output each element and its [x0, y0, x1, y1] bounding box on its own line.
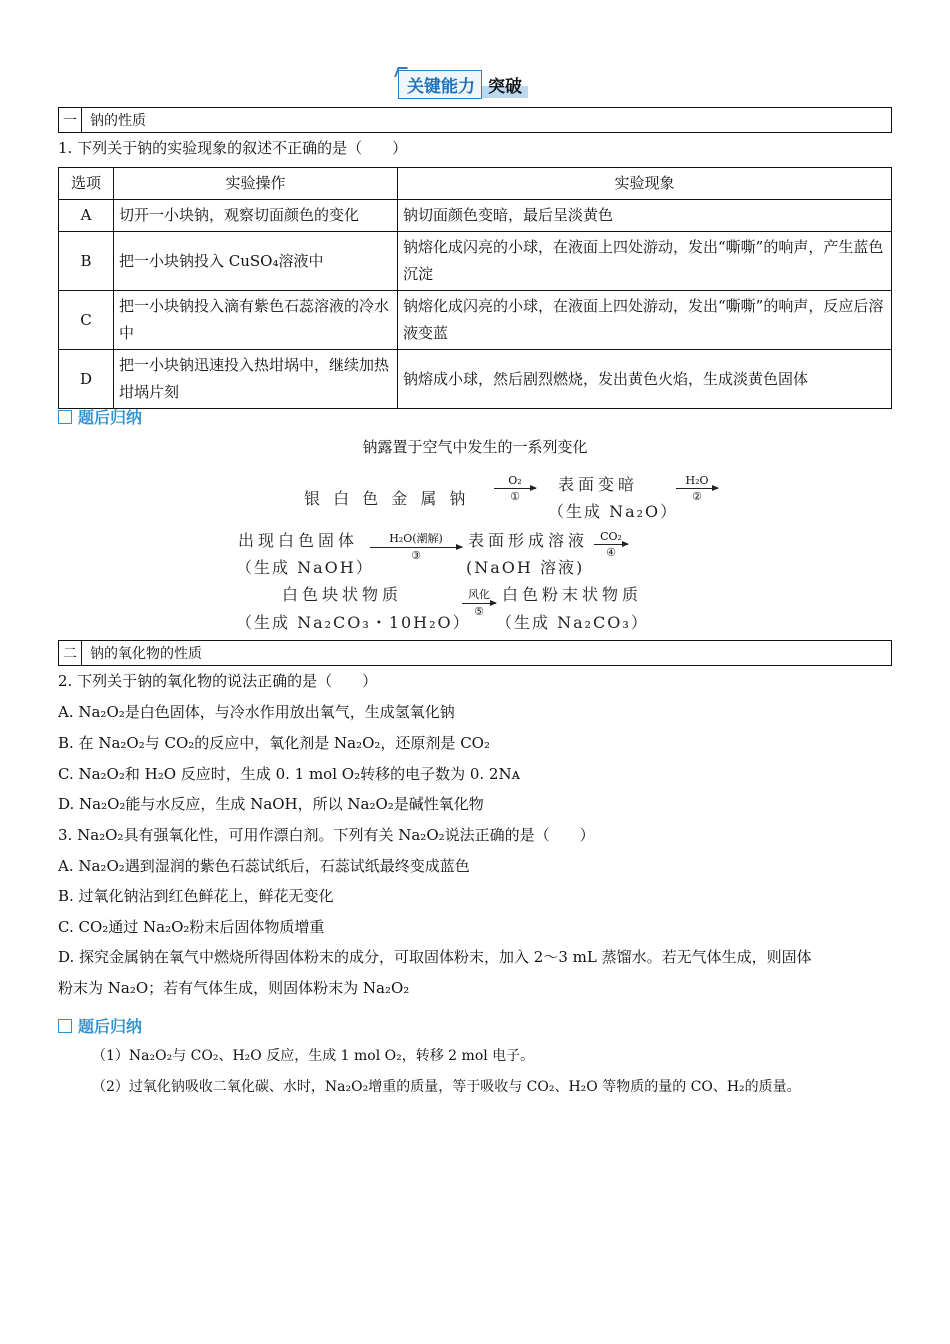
- header-cell: 实验操作: [114, 168, 398, 200]
- experiment-table: [58, 167, 892, 409]
- summary-label: 题后归纳: [78, 1017, 143, 1036]
- option-cell: C: [59, 291, 114, 350]
- option-cell: A: [59, 200, 114, 232]
- operation-cell: 切开一小块钠，观察切面颜色的变化: [114, 200, 398, 232]
- checkbox-square-icon: [58, 1019, 72, 1033]
- arrow-icon: [494, 488, 536, 489]
- table-row: [59, 350, 892, 409]
- arrow-icon: [594, 544, 628, 545]
- summary-label: 题后归纳: [78, 408, 143, 427]
- node-4-top: 表面形成溶液: [468, 531, 589, 550]
- arrow-4-reagent: CO₂: [600, 530, 622, 543]
- node-6-top: 白色粉末状物质: [502, 585, 643, 604]
- question-3-option-c: C. CO₂通过 Na₂O₂粉末后固体物质增重: [58, 918, 325, 936]
- diagram-title: 钠露置于空气中发生的一系列变化: [362, 438, 588, 456]
- option-cell: D: [59, 350, 114, 409]
- section-header: [398, 70, 528, 98]
- question-2-stem: 2. 下列关于钠的氧化物的说法正确的是（ ）: [58, 672, 378, 690]
- question-3-option-b: B. 过氧化钠沾到红色鲜花上，鲜花无变化: [58, 887, 334, 905]
- node-3-bottom: （生成 NaOH）: [236, 558, 374, 577]
- table-header-row: [59, 168, 892, 200]
- arrow-5-reagent: 风化: [468, 588, 490, 601]
- table-row: [59, 232, 892, 291]
- operation-cell: 把一小块钠迅速投入热坩埚中，继续加热坩埚片刻: [114, 350, 398, 409]
- node-sodium: 银 白 色 金 属 钠: [304, 489, 470, 508]
- summary-note-2: （2）过氧化钠吸收二氧化碳、水时，Na₂O₂增重的质量，等于吸收与 CO₂、H₂O 等物质的量的 CO、H₂的质量。: [92, 1079, 801, 1095]
- table-row: [59, 291, 892, 350]
- summary-heading-1: [58, 405, 142, 428]
- arrow-4: [594, 530, 628, 559]
- section-title: 钠的性质: [90, 113, 146, 129]
- checkbox-square-icon: [58, 410, 72, 424]
- header-cell: 选项: [59, 168, 114, 200]
- node-2-top: 表面变暗: [558, 475, 639, 494]
- arrow-5: [462, 586, 496, 618]
- section-bar-2: [58, 640, 892, 666]
- operation-cell: 把一小块钠投入滴有紫色石蕊溶液的冷水中: [114, 291, 398, 350]
- question-1-stem: 1. 下列关于钠的实验现象的叙述不正确的是（ ）: [58, 139, 408, 157]
- phenomenon-cell: 钠熔成小球，然后剧烈燃烧，发出黄色火焰，生成淡黄色固体: [398, 350, 892, 409]
- arrow-icon: [676, 488, 718, 489]
- question-3-option-d-line1: D. 探究金属钠在氧气中燃烧所得固体粉末的成分，可取固体粉末，加入 2～3 mL 蒸馏水。若无气体生成，则固体: [58, 948, 812, 966]
- phenomenon-cell: 钠熔化成闪亮的小球，在液面上四处游动，发出“嘶嘶”的响声，产生蓝色沉淀: [398, 232, 892, 291]
- arrow-1-step: ①: [510, 490, 520, 503]
- node-6-bottom: （生成 Na₂CO₃）: [496, 613, 649, 632]
- arrow-5-step: ⑤: [474, 605, 484, 618]
- header-cell: 实验现象: [398, 168, 892, 200]
- arrow-icon: [370, 547, 462, 548]
- section-bar-1: [58, 107, 892, 133]
- arrow-1-reagent: O₂: [508, 474, 522, 487]
- arrow-3-step: ③: [411, 549, 421, 562]
- section-title: 钠的氧化物的性质: [90, 646, 202, 662]
- phenomenon-cell: 钠切面颜色变暗，最后呈淡黄色: [398, 200, 892, 232]
- node-5-top: 白色块状物质: [282, 585, 403, 604]
- question-2-option-b: B. 在 Na₂O₂与 CO₂的反应中，氧化剂是 Na₂O₂，还原剂是 CO₂: [58, 734, 490, 752]
- node-5-bottom: （生成 Na₂CO₃・10H₂O）: [236, 613, 471, 632]
- question-2-option-a: A. Na₂O₂是白色固体，与冷水作用放出氧气，生成氢氧化钠: [58, 703, 455, 721]
- arrow-1: [494, 474, 536, 503]
- header-tail: 突破: [482, 71, 528, 98]
- header-label: 关键能力: [398, 70, 482, 99]
- arrow-2: [676, 474, 718, 503]
- question-2-option-c: C. Na₂O₂和 H₂O 反应时，生成 0. 1 mol O₂转移的电子数为 0. 2Nᴀ: [58, 765, 521, 783]
- node-2-bottom: （生成 Na₂O）: [548, 502, 679, 521]
- arrow-2-step: ②: [692, 490, 702, 503]
- arrow-4-step: ④: [606, 546, 616, 559]
- node-3-top: 出现白色固体: [238, 531, 359, 550]
- arrow-3: [370, 530, 462, 562]
- arrow-3-reagent: H₂O(潮解): [389, 532, 443, 545]
- section-number: 二: [59, 641, 82, 665]
- option-cell: B: [59, 232, 114, 291]
- question-3-stem: 3. Na₂O₂具有强氧化性，可用作漂白剂。下列有关 Na₂O₂说法正确的是（ ）: [58, 826, 595, 844]
- summary-heading-2: [58, 1014, 142, 1037]
- node-4-bottom: (NaOH 溶液): [466, 558, 585, 577]
- question-3-option-a: A. Na₂O₂遇到湿润的紫色石蕊试纸后，石蕊试纸最终变成蓝色: [58, 857, 470, 875]
- table-row: [59, 200, 892, 232]
- section-number: 一: [59, 108, 82, 132]
- arrow-icon: [462, 603, 496, 604]
- summary-note-1: （1）Na₂O₂与 CO₂、H₂O 反应，生成 1 mol O₂，转移 2 mol 电子。: [92, 1048, 535, 1064]
- question-3-option-d-line2: 粉末为 Na₂O；若有气体生成，则固体粉末为 Na₂O₂: [58, 979, 410, 997]
- operation-cell: 把一小块钠投入 CuSO₄溶液中: [114, 232, 398, 291]
- question-2-option-d: D. Na₂O₂能与水反应，生成 NaOH，所以 Na₂O₂是碱性氧化物: [58, 795, 484, 813]
- arrow-2-reagent: H₂O: [685, 474, 709, 487]
- phenomenon-cell: 钠熔化成闪亮的小球，在液面上四处游动，发出“嘶嘶”的响声，反应后溶液变蓝: [398, 291, 892, 350]
